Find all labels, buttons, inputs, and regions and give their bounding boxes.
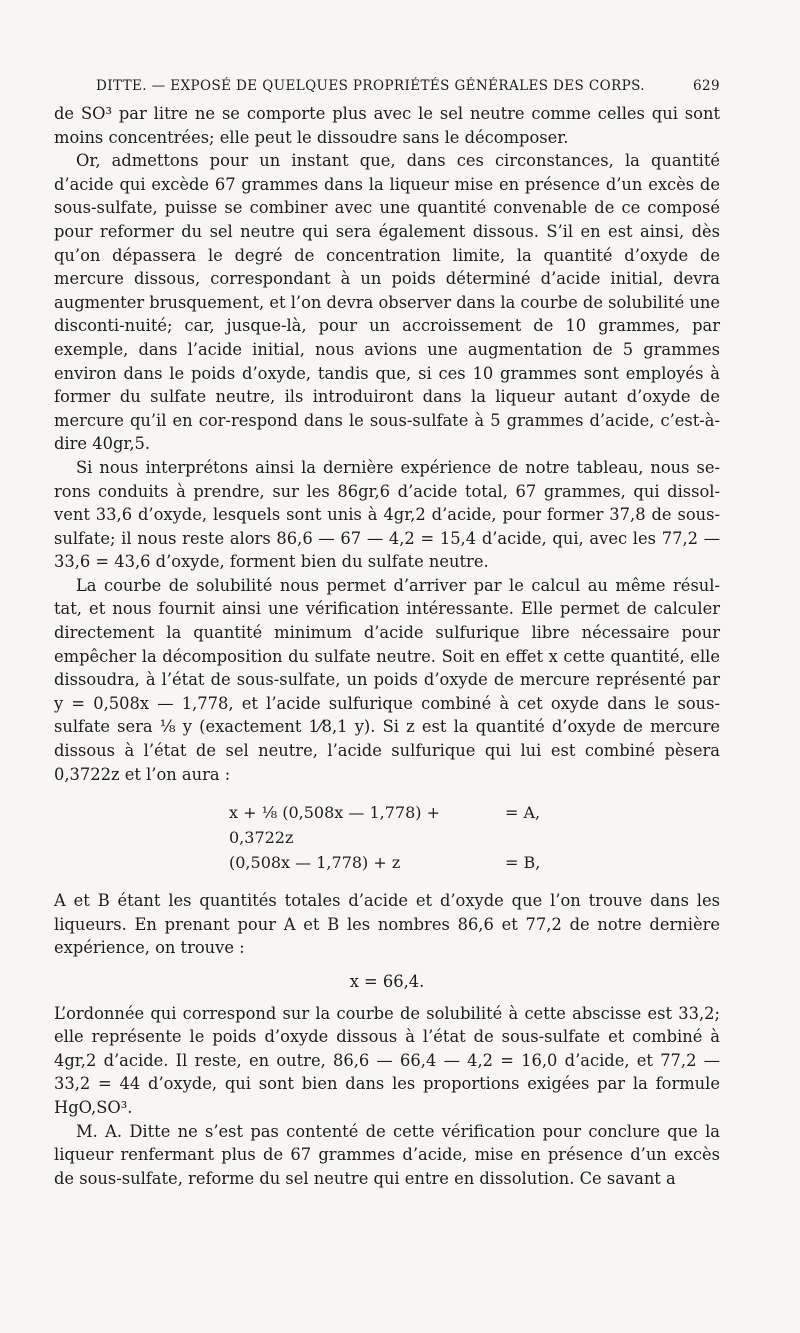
equation-2-right: = B, [505,853,541,873]
paragraph-1: de SO³ par litre ne se comporte plus avec le sel neutre comme celles qui sont moins concentrées; elle peut le dissoudre sans le décomposer. [54,104,720,147]
equation-1-right: = A, [505,803,541,823]
equation-row-1 [54,800,720,850]
equation-row-2 [54,850,720,875]
paragraph-3: Si nous interprétons ainsi la dernière expérience de notre tableau, nous se-rons conduits à prendre, sur les 86gr,6 d’acide total, 67 grammes, qui dissol-vent 33,6 d’oxyde, lesquels sont unis à 4gr,2 d’acide, pour former 37,8 de sous-sulfate; il nous reste alors 86,6 — 67 — 4,2 = 15,4 d’acide, qui, avec les 77,2 — 33,6 = 43,6 d’oxyde, forment bien du sulfate neutre. [54,457,720,572]
paragraph-6: L’ordonnée qui correspond sur la courbe de solubilité à cette abscisse est 33,2; elle représente le poids d’oxyde dissous à l’état de sous-sulfate et combiné à 4gr,2 d’acide. Il reste, en outre, 86,6 — 66,4 — 4,2 = 16,0 d’acide, et 77,2 — 33,2 = 44 d’oxyde, qui sont bien dans les proportions exigées par la formule HgO,SO³. [54,1003,720,1117]
paragraph-4: La courbe de solubilité nous permet d’arriver par le calcul au même résul-tat, et nous fournit ainsi une vérification intéressante. Elle permet de calculer directement la quantité minimum d’acide sulfurique libre nécessaire pour empêcher la décomposition du sulfate neutre. Soit en effet x cette quantité, elle dissoudra, à l’état de sous-sulfate, un poids d’oxyde de mercure représenté par y = 0,508x — 1,778, et l’acide sulfurique combiné à cet oxyde dans le sous-sulfate sera ⅛ y (exactement 1⁄8,1 y). Si z est la quantité d’oxyde de mercure dissous à l’état de sel neutre, l’acide sulfurique qui lui est combiné pèsera 0,3722z et l’on aura : [54,575,720,784]
page-number: 629 [693,78,720,94]
equation-system [54,800,720,875]
equation-2-left: (0,508x — 1,778) + z [229,853,401,873]
running-head-title: DITTE. — EXPOSÉ DE QUELQUES PROPRIÉTÉS GÉNÉRALES DES CORPS. [96,78,645,94]
paragraph-5: A et B étant les quantités totales d’acide et d’oxyde que l’on trouve dans les liqueurs. En prenant pour A et B les nombres 86,6 et 77,2 de notre dernière expérience, on trouve : [54,891,720,958]
running-head [96,78,720,100]
paragraph-2: Or, admettons pour un instant que, dans ces circonstances, la quantité d’acide qui excède 67 grammes dans la liqueur mise en présence d’un excès de sous-sulfate, puisse se combiner avec une quantité convenable de ce composé pour reformer du sel neutre qui sera également dissous. S’il en est ainsi, dès qu’on dépassera le degré de concentration limite, la quantité d’oxyde de mercure dissous, correspondant à un poids déterminé d’acide initial, devra augmenter brusquement, et l’on devra observer dans la courbe de solubilité une disconti-nuité; car, jusque-là, pour un accroissement de 10 grammes, par exemple, dans l’acide initial, nous avions une augmentation de 5 grammes environ dans le poids d’oxyde, tandis que, si ces 10 grammes sont employés à former du sulfate neutre, ils introduiront dans la liqueur autant d’oxyde de mercure qu’il en cor-respond dans le sous-sulfate à 5 grammes d’acide, c’est-à-dire 40gr,5. [54,151,721,454]
body-text [54,102,720,1190]
equation-result: x = 66,4. [349,972,425,991]
paragraph-7: M. A. Ditte ne s’est pas contenté de cette vérification pour conclure que la liqueur renfermant plus de 67 grammes d’acide, mise en présence d’un excès de sous-sulfate, reforme du sel neutre qui entre en dissolution. Ce savant a [54,1121,720,1188]
equation-1-left: x + ⅛ (0,508x — 1,778) + 0,3722z [229,803,440,848]
